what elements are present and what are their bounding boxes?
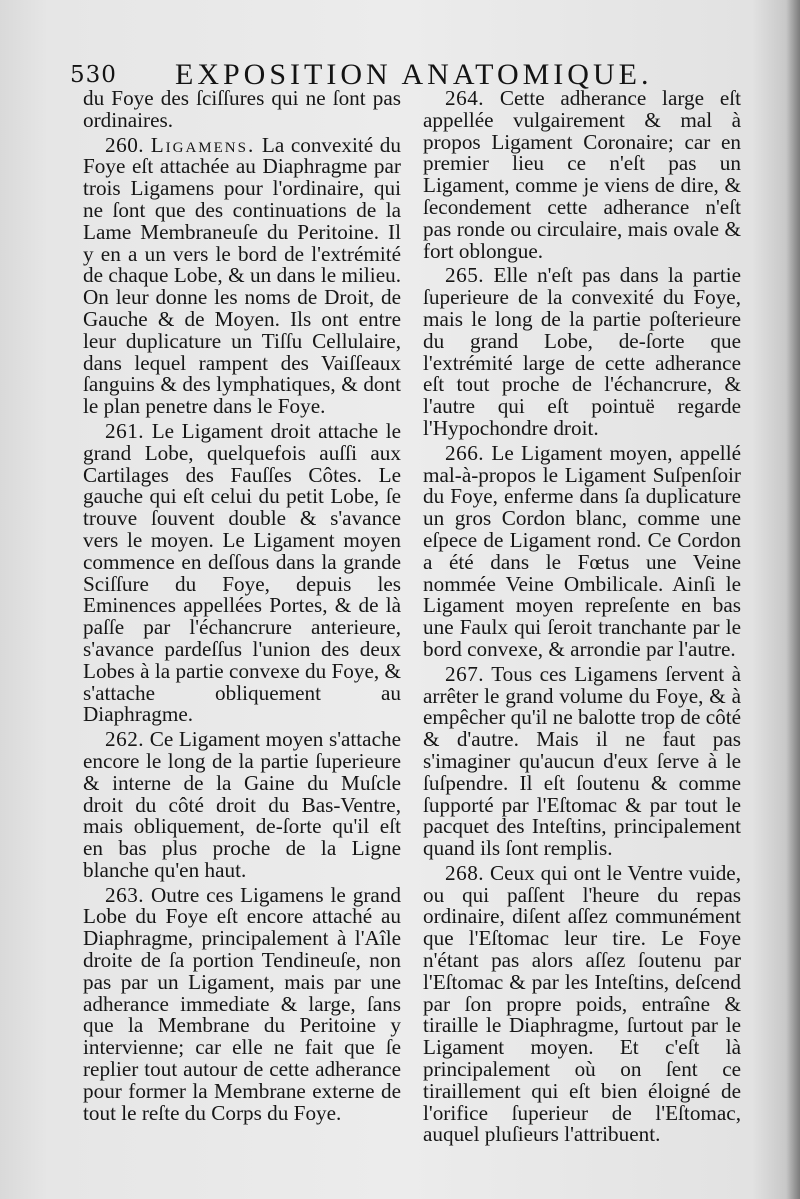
page-edge-shadow <box>786 0 800 1199</box>
paragraph-text: Ce Ligament moyen s'attache encore le long de la partie ſuperieure & interne de la Gaine du Muſcle droit du côté droit du Bas-Ventre, mais obliquement, de-ſorte qu'il eſt en bas plus proche de la Ligne blanche qu'en haut. <box>83 727 401 882</box>
paragraph-text: Le Ligament droit attache le grand Lobe, quelquefois auſſi aux Cartilages des Fauſſes Côtes. Le gauche qui eſt celui du petit Lobe, ſe trouve ſouvent double & s'avance vers le moyen. Le Ligament moyen commence en deſſous dans la grande Sciſſure du Foye, depuis les Eminences appellées Portes, & de là paſſe par l'échancrure anterieure, s'avance pardeſſus l'union des deux Lobes à la partie convexe du Foye, & s'attache obliquement au Diaphragme. <box>83 418 402 727</box>
paragraph-number: 261. <box>105 418 145 443</box>
paragraph-text: Le Ligament moyen, appellé mal-à-propos le Ligament Suſpenſoir du Foye, enferme dans ſa duplicature un gros Cordon blanc, comme une eſpece de Ligament rond. Ce Cordon a été dans le Fœtus une Veine nommée Veine Ombilicale. Ainſi le Ligament moyen repreſente en bas une Faulx qui ſeroit tranchante par le bord convexe, & arrondie par l'autre. <box>423 440 741 661</box>
continuation-text: du Foye des ſciſſures qui ne ſont pas ordinaires. <box>83 86 401 132</box>
paragraph-number: 260. <box>105 132 145 157</box>
paragraph-heading: Ligamens. <box>150 132 256 157</box>
paragraph-text: Elle n'eſt pas dans la partie ſuperieure de la convexité du Foye, mais le long de la partie poſterieure du grand Lobe, de-ſorte que l'extrémité large de cette adherance eſt tout proche de l'échancrure, & l'autre qui eſt pointuë regarde l'Hypochondre droit. <box>423 263 741 440</box>
paragraph-268 <box>423 860 742 1147</box>
paragraph-262 <box>83 729 401 882</box>
paragraph-266 <box>423 440 741 661</box>
paragraph-number: 267. <box>445 661 485 686</box>
paragraph-text: Tous ces Ligamens ſervent à arrêter le grand volume du Foye, & à empêcher qu'il ne balotte trop de côté & d'autre. Mais il ne faut pas s'imaginer qu'aucun d'eux ſerve à le ſuſpendre. Il eſt ſoutenu & comme ſupporté par l'Eſtomac & par tout le pacquet des Inteſtins, principalement quand ils ſont remplis. <box>423 661 741 861</box>
page-number: 530 <box>70 62 117 88</box>
right-column <box>423 88 741 1149</box>
paragraph-263 <box>83 882 401 1125</box>
paragraph-number: 268. <box>445 860 485 885</box>
paragraph-number: 266. <box>445 440 485 465</box>
paragraph-text: La convexité du Foye eſt attachée au Diaphragme par trois Ligamens pour l'ordinaire, qui ne ſont que des continuations de la Lame Membraneuſe du Peritoine. Il y en a un vers le bord de l'extrémité de chaque Lobe, & un dans le milieu. On leur donne les noms de Droit, de Gauche & de Moyen. Ils ont entre leur duplicature un Tiſſu Cellulaire, dans lequel rampent des Vaiſſeaux ſanguins & des lymphatiques, & dont le plan penetre dans le Foye. <box>83 132 401 419</box>
paragraph-text: Cette adherance large eſt appellée vulgairement & mal à propos Ligament Coronaire; car en premier lieu ce n'eſt pas un Ligament, comme je viens de dire, & ſecondement cette adherance n'eſt pas ronde ou circulaire, mais ovale & fort oblongue. <box>423 86 742 263</box>
running-title: EXPOSITION ANATOMIQUE. <box>175 58 653 91</box>
paragraph-text: Outre ces Ligamens le grand Lobe du Foye eſt encore attaché au Diaphragme, principalement à l'Aîle droite de ſa portion Tendineuſe, non pas par un Ligament, mais par une adherance immediate & large, ſans que la Membrane du Peritoine y intervienne; car elle ne fait que ſe replier tout autour de cette adherance pour former la Membrane externe de tout le reſte du Corps du Foye. <box>83 882 401 1125</box>
paragraph-260 <box>83 132 401 419</box>
paragraph-261 <box>83 418 402 727</box>
paragraph-267 <box>423 661 741 861</box>
paragraph-264 <box>423 88 741 262</box>
paragraph-text: Ceux qui ont le Ventre vuide, ou qui paſſent l'heure du repas ordinaire, diſent aſſez communément que l'Eſtomac leur tire. Le Foye n'étant pas alors aſſez ſoutenu par l'Eſtomac & par les Inteſtins, deſcend par ſon propre poids, entraîne & tiraille le Diaphragme, ſurtout par le Ligament moyen. Et c'eſt là principalement où on ſent ce tiraillement qui eſt bien éloigné de l'orifice ſuperieur de l'Eſtomac, auquel pluſieurs l'attribuent. <box>423 860 742 1147</box>
paragraph-number: 262. <box>105 727 145 752</box>
paragraph-number: 263. <box>105 882 145 907</box>
paragraph-number: 265. <box>445 263 485 288</box>
paragraph-265 <box>423 265 741 439</box>
left-column <box>83 88 401 1127</box>
paragraph-number: 264. <box>445 86 485 110</box>
